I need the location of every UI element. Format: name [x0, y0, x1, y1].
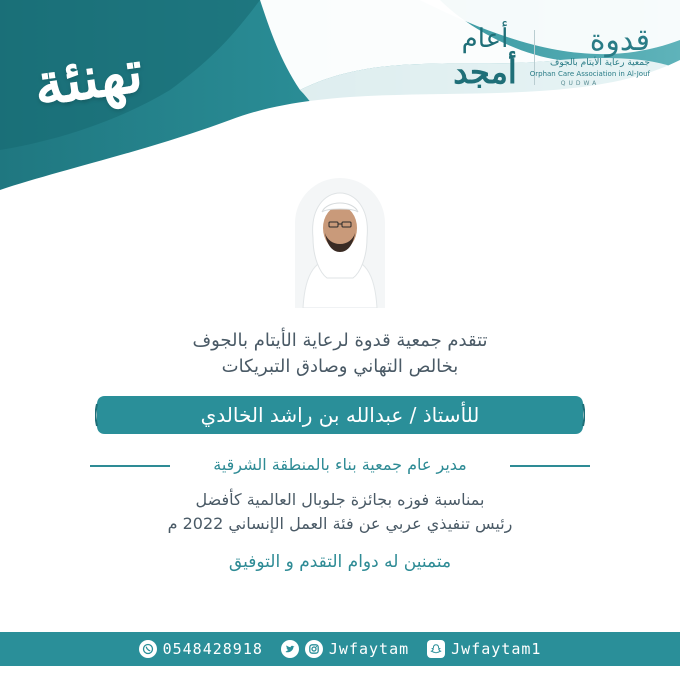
- occasion-line2: رئيس تنفيذي عربي عن فئة العمل الإنساني 2022 م: [167, 514, 513, 533]
- role-rule-right: [510, 465, 590, 467]
- footer-items: [0, 632, 680, 666]
- qudwa-logo-latin-name: QUDWA: [560, 80, 600, 87]
- amjad-logo: [440, 24, 530, 104]
- instagram-icon: [305, 640, 323, 658]
- honoree-role: مدير عام جمعية بناء بالمنطقة الشرقية: [213, 455, 467, 474]
- amjad-logo-line2: أمجد: [453, 53, 517, 91]
- message-line2: بخالص التهاني وصادق التبريكات: [221, 356, 459, 377]
- message-line1: تتقدم جمعية قدوة لرعاية الأيتام بالجوف: [192, 330, 488, 351]
- honoree-role-row: [90, 452, 590, 478]
- contact-footer: [0, 632, 680, 666]
- twitter-instagram-handle: Jwfaytam: [328, 640, 410, 658]
- snapchat-contact[interactable]: [427, 640, 541, 658]
- honoree-portrait: [295, 178, 385, 308]
- snapchat-handle: Jwfaytam1: [451, 640, 542, 658]
- qudwa-logo-english-subtitle: Orphan Care Association in Al-Jouf: [529, 70, 650, 78]
- role-rule-left: [90, 465, 170, 467]
- honoree-name: للأستاذ / عبدالله بن راشد الخالدي: [200, 403, 480, 427]
- twitter-icon: [281, 640, 299, 658]
- whatsapp-contact[interactable]: [139, 640, 263, 658]
- greeting-title: تهنئة: [29, 36, 147, 120]
- qudwa-logo-brand: قدوة: [589, 23, 650, 58]
- whatsapp-icon: [139, 640, 157, 658]
- qudwa-logo-arabic-subtitle: جمعية رعاية الأيتام بالجوف: [550, 58, 650, 68]
- wishes-line: متمنين له دوام التقدم و التوفيق: [228, 552, 452, 572]
- qudwa-logo: [520, 24, 650, 104]
- twitter-instagram-contact[interactable]: [281, 640, 409, 658]
- snapchat-icon: [427, 640, 445, 658]
- occasion-line1: بمناسبة فوزه بجائزة جلوبال العالمية كأفضل: [195, 490, 485, 509]
- amjad-logo-line1: أعام: [461, 24, 509, 54]
- phone-number: 0548428918: [162, 640, 263, 658]
- footer-bottom-margin: [0, 666, 680, 680]
- honoree-name-banner: [95, 394, 585, 436]
